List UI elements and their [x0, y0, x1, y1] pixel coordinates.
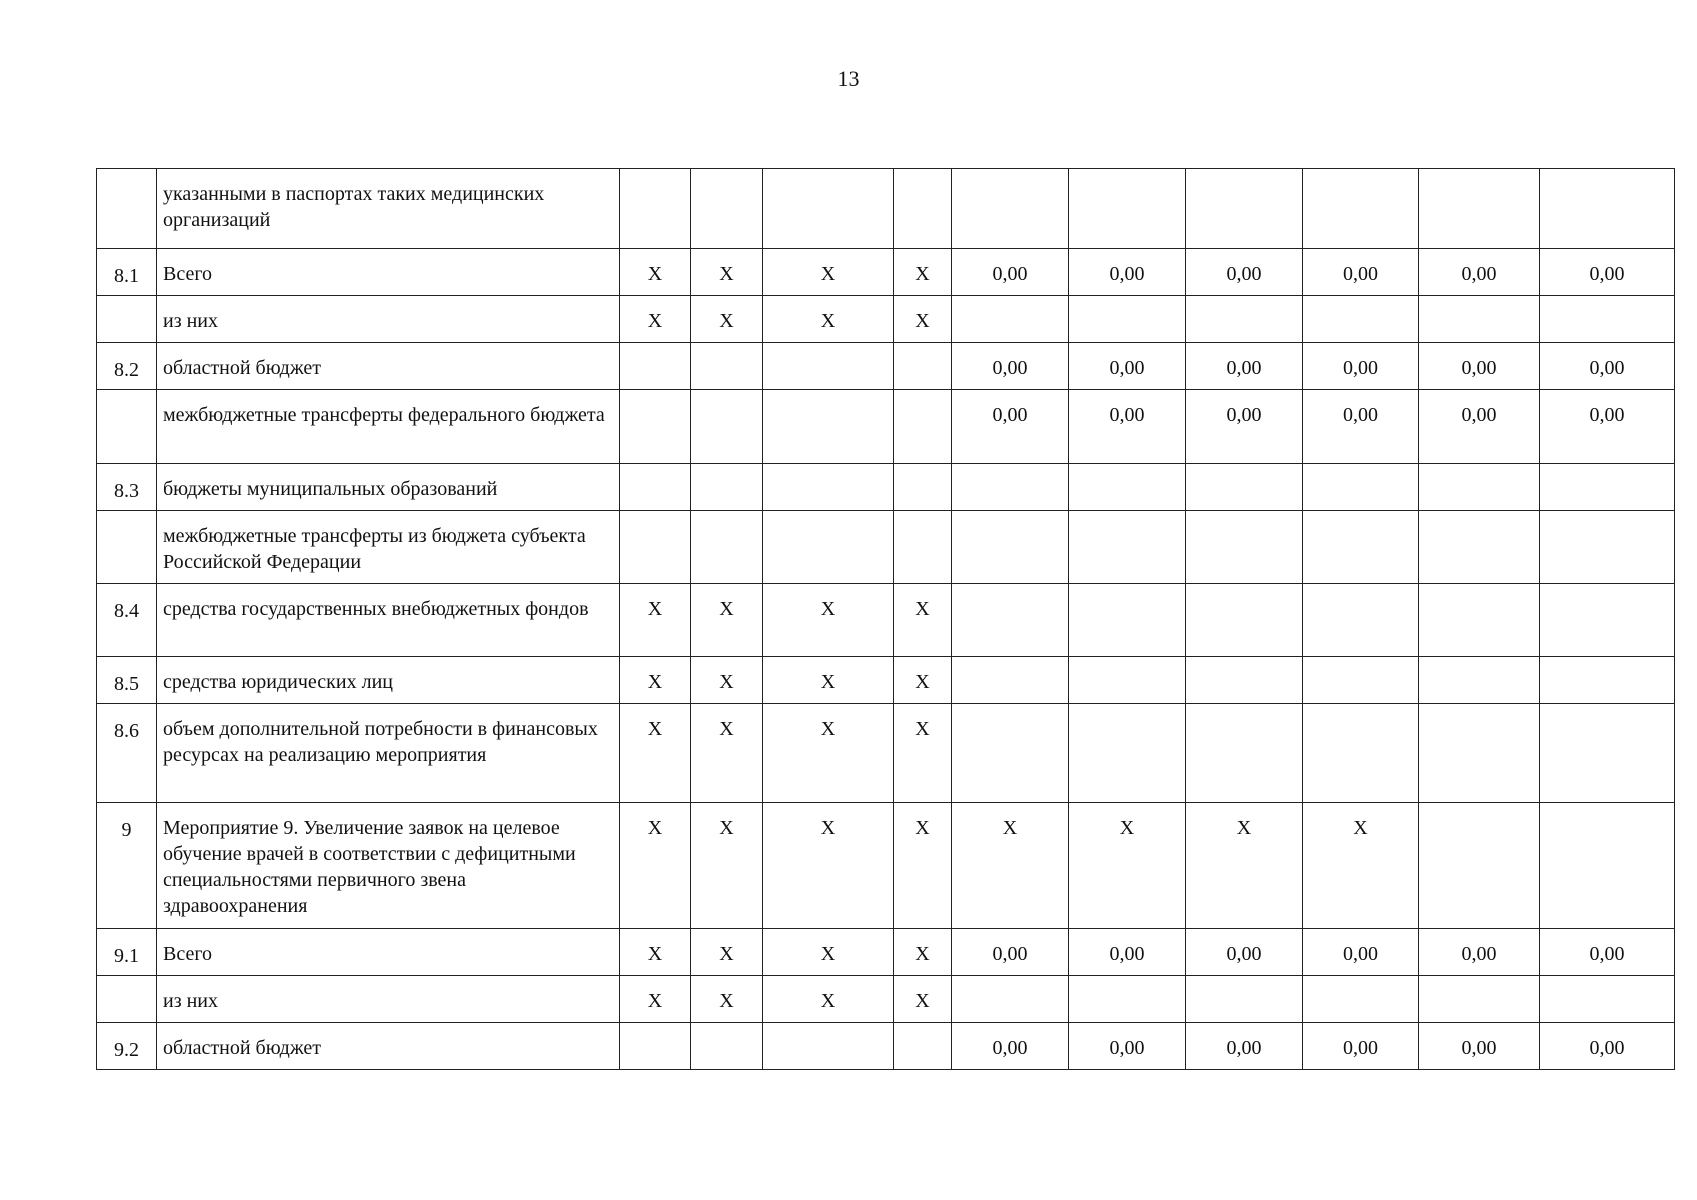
value-cell-9 — [1419, 296, 1540, 343]
row-label-cell: Всего — [157, 249, 620, 296]
row-label-cell: Мероприятие 9. Увеличение заявок на целевое обучение врачей в соответствии с дефицитными специальностями первичного звена здравоохранения — [157, 803, 620, 929]
value-cell-5: 0,00 — [952, 929, 1069, 976]
value-cell-3 — [763, 1023, 894, 1070]
value-cell-10 — [1540, 169, 1675, 249]
table-row — [97, 464, 1675, 511]
table-row — [97, 249, 1675, 296]
value-cell-6 — [1069, 464, 1186, 511]
row-number-cell — [97, 296, 157, 343]
row-label-cell: из них — [157, 296, 620, 343]
value-cell-7: 0,00 — [1186, 1023, 1303, 1070]
value-cell-9 — [1419, 704, 1540, 803]
value-cell-8 — [1303, 169, 1419, 249]
row-label-cell: областной бюджет — [157, 343, 620, 390]
table-row — [97, 343, 1675, 390]
row-label-cell: Всего — [157, 929, 620, 976]
value-cell-3 — [763, 343, 894, 390]
value-cell-3: X — [763, 704, 894, 803]
row-label-cell: областной бюджет — [157, 1023, 620, 1070]
value-cell-8 — [1303, 511, 1419, 584]
value-cell-7: 0,00 — [1186, 929, 1303, 976]
value-cell-2: X — [691, 249, 763, 296]
value-cell-9: 0,00 — [1419, 390, 1540, 464]
value-cell-2: X — [691, 657, 763, 704]
value-cell-10 — [1540, 803, 1675, 929]
value-cell-3 — [763, 511, 894, 584]
value-cell-4 — [894, 169, 952, 249]
value-cell-6 — [1069, 976, 1186, 1023]
value-cell-5 — [952, 704, 1069, 803]
value-cell-10 — [1540, 511, 1675, 584]
table-row — [97, 296, 1675, 343]
value-cell-8: 0,00 — [1303, 343, 1419, 390]
row-number-cell — [97, 511, 157, 584]
value-cell-2 — [691, 343, 763, 390]
value-cell-8 — [1303, 704, 1419, 803]
value-cell-7 — [1186, 704, 1303, 803]
row-label-cell: межбюджетные трансферты федерального бюджета — [157, 390, 620, 464]
value-cell-3 — [763, 390, 894, 464]
value-cell-10: 0,00 — [1540, 249, 1675, 296]
value-cell-5 — [952, 657, 1069, 704]
value-cell-8 — [1303, 464, 1419, 511]
value-cell-3: X — [763, 929, 894, 976]
value-cell-1: X — [620, 704, 691, 803]
value-cell-8: X — [1303, 803, 1419, 929]
value-cell-5 — [952, 584, 1069, 657]
table-row — [97, 1023, 1675, 1070]
value-cell-4 — [894, 511, 952, 584]
value-cell-3: X — [763, 976, 894, 1023]
value-cell-2 — [691, 390, 763, 464]
table-row — [97, 929, 1675, 976]
value-cell-1 — [620, 169, 691, 249]
value-cell-10 — [1540, 296, 1675, 343]
value-cell-7 — [1186, 169, 1303, 249]
value-cell-7 — [1186, 657, 1303, 704]
table-row — [97, 657, 1675, 704]
value-cell-1 — [620, 1023, 691, 1070]
value-cell-8: 0,00 — [1303, 929, 1419, 976]
value-cell-4: X — [894, 249, 952, 296]
value-cell-9 — [1419, 511, 1540, 584]
value-cell-9 — [1419, 657, 1540, 704]
value-cell-10 — [1540, 657, 1675, 704]
value-cell-5: X — [952, 803, 1069, 929]
value-cell-2 — [691, 511, 763, 584]
row-label-cell: бюджеты муниципальных образований — [157, 464, 620, 511]
value-cell-9 — [1419, 803, 1540, 929]
value-cell-4 — [894, 464, 952, 511]
value-cell-1: X — [620, 249, 691, 296]
value-cell-6: 0,00 — [1069, 249, 1186, 296]
value-cell-4: X — [894, 296, 952, 343]
value-cell-3 — [763, 464, 894, 511]
value-cell-10: 0,00 — [1540, 929, 1675, 976]
value-cell-7: 0,00 — [1186, 249, 1303, 296]
value-cell-2: X — [691, 704, 763, 803]
row-number-cell — [97, 169, 157, 249]
value-cell-5: 0,00 — [952, 1023, 1069, 1070]
value-cell-2: X — [691, 976, 763, 1023]
value-cell-2: X — [691, 296, 763, 343]
value-cell-3: X — [763, 657, 894, 704]
value-cell-10: 0,00 — [1540, 1023, 1675, 1070]
value-cell-6: 0,00 — [1069, 343, 1186, 390]
value-cell-6 — [1069, 704, 1186, 803]
value-cell-8 — [1303, 657, 1419, 704]
value-cell-6: 0,00 — [1069, 1023, 1186, 1070]
value-cell-9 — [1419, 169, 1540, 249]
table-row — [97, 390, 1675, 464]
value-cell-6 — [1069, 584, 1186, 657]
value-cell-8: 0,00 — [1303, 1023, 1419, 1070]
value-cell-7 — [1186, 584, 1303, 657]
value-cell-2: X — [691, 803, 763, 929]
value-cell-6: 0,00 — [1069, 929, 1186, 976]
value-cell-8 — [1303, 976, 1419, 1023]
value-cell-10 — [1540, 976, 1675, 1023]
value-cell-1: X — [620, 657, 691, 704]
value-cell-2 — [691, 169, 763, 249]
value-cell-9: 0,00 — [1419, 249, 1540, 296]
table-row — [97, 169, 1675, 249]
value-cell-7 — [1186, 464, 1303, 511]
value-cell-3: X — [763, 803, 894, 929]
row-number-cell: 8.3 — [97, 464, 157, 511]
value-cell-5 — [952, 976, 1069, 1023]
row-label-cell: указанными в паспортах таких медицинских организаций — [157, 169, 620, 249]
value-cell-1 — [620, 343, 691, 390]
value-cell-9 — [1419, 464, 1540, 511]
value-cell-7 — [1186, 296, 1303, 343]
value-cell-3: X — [763, 584, 894, 657]
value-cell-4 — [894, 390, 952, 464]
value-cell-5 — [952, 169, 1069, 249]
value-cell-3: X — [763, 249, 894, 296]
value-cell-7: 0,00 — [1186, 390, 1303, 464]
value-cell-1 — [620, 511, 691, 584]
value-cell-5: 0,00 — [952, 390, 1069, 464]
row-number-cell: 9.1 — [97, 929, 157, 976]
value-cell-7: 0,00 — [1186, 343, 1303, 390]
value-cell-4: X — [894, 704, 952, 803]
value-cell-5 — [952, 464, 1069, 511]
row-number-cell: 8.2 — [97, 343, 157, 390]
row-number-cell: 8.5 — [97, 657, 157, 704]
value-cell-6 — [1069, 511, 1186, 584]
row-number-cell — [97, 390, 157, 464]
value-cell-6 — [1069, 296, 1186, 343]
value-cell-1: X — [620, 929, 691, 976]
table-row — [97, 511, 1675, 584]
value-cell-1: X — [620, 976, 691, 1023]
table-row — [97, 803, 1675, 929]
value-cell-2: X — [691, 929, 763, 976]
value-cell-8: 0,00 — [1303, 390, 1419, 464]
value-cell-4: X — [894, 584, 952, 657]
value-cell-7 — [1186, 976, 1303, 1023]
row-label-cell: объем дополнительной потребности в финансовых ресурсах на реализацию мероприятия — [157, 704, 620, 803]
value-cell-5 — [952, 511, 1069, 584]
row-number-cell — [97, 976, 157, 1023]
budget-table — [96, 168, 1675, 1070]
value-cell-2: X — [691, 584, 763, 657]
value-cell-5: 0,00 — [952, 343, 1069, 390]
value-cell-6: 0,00 — [1069, 390, 1186, 464]
table-row — [97, 976, 1675, 1023]
value-cell-7: X — [1186, 803, 1303, 929]
row-number-cell: 9.2 — [97, 1023, 157, 1070]
row-label-cell: из них — [157, 976, 620, 1023]
table-row — [97, 584, 1675, 657]
value-cell-4: X — [894, 657, 952, 704]
row-label-cell: средства юридических лиц — [157, 657, 620, 704]
value-cell-1 — [620, 390, 691, 464]
row-number-cell: 8.1 — [97, 249, 157, 296]
value-cell-3 — [763, 169, 894, 249]
value-cell-2 — [691, 1023, 763, 1070]
value-cell-10 — [1540, 584, 1675, 657]
value-cell-10 — [1540, 464, 1675, 511]
value-cell-5 — [952, 296, 1069, 343]
value-cell-8 — [1303, 296, 1419, 343]
value-cell-1 — [620, 464, 691, 511]
value-cell-9: 0,00 — [1419, 929, 1540, 976]
value-cell-6: X — [1069, 803, 1186, 929]
value-cell-7 — [1186, 511, 1303, 584]
value-cell-6 — [1069, 169, 1186, 249]
row-label-cell: средства государственных внебюджетных фондов — [157, 584, 620, 657]
table-row — [97, 704, 1675, 803]
value-cell-4 — [894, 1023, 952, 1070]
value-cell-8: 0,00 — [1303, 249, 1419, 296]
value-cell-3: X — [763, 296, 894, 343]
value-cell-4: X — [894, 976, 952, 1023]
value-cell-2 — [691, 464, 763, 511]
value-cell-4: X — [894, 803, 952, 929]
page-number: 13 — [837, 66, 860, 91]
value-cell-1: X — [620, 803, 691, 929]
value-cell-6 — [1069, 657, 1186, 704]
row-number-cell: 8.4 — [97, 584, 157, 657]
value-cell-8 — [1303, 584, 1419, 657]
value-cell-4: X — [894, 929, 952, 976]
value-cell-4 — [894, 343, 952, 390]
value-cell-10 — [1540, 704, 1675, 803]
value-cell-9 — [1419, 976, 1540, 1023]
value-cell-5: 0,00 — [952, 249, 1069, 296]
value-cell-9: 0,00 — [1419, 343, 1540, 390]
row-number-cell: 8.6 — [97, 704, 157, 803]
value-cell-10: 0,00 — [1540, 343, 1675, 390]
value-cell-9: 0,00 — [1419, 1023, 1540, 1070]
value-cell-1: X — [620, 584, 691, 657]
row-label-cell: межбюджетные трансферты из бюджета субъекта Российской Федерации — [157, 511, 620, 584]
value-cell-9 — [1419, 584, 1540, 657]
value-cell-10: 0,00 — [1540, 390, 1675, 464]
value-cell-1: X — [620, 296, 691, 343]
row-number-cell: 9 — [97, 803, 157, 929]
